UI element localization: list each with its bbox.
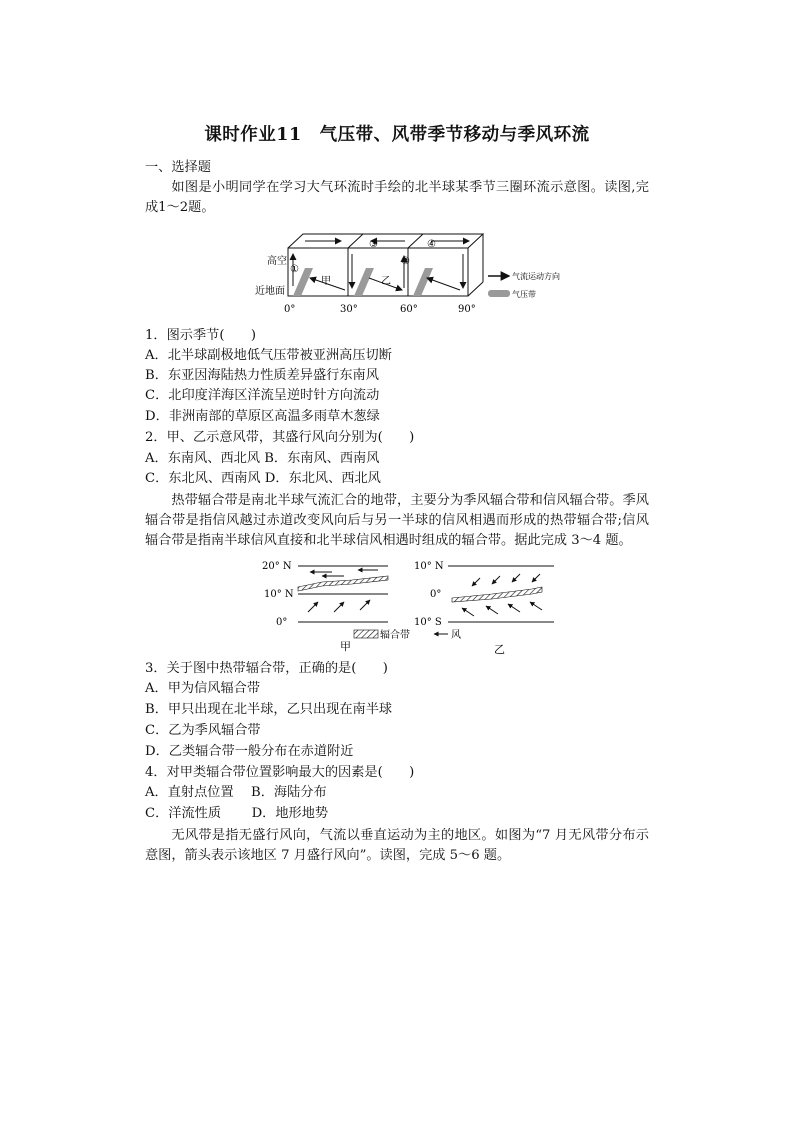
lat-10n-right: 10° N	[414, 561, 444, 572]
belt-label-yi: 乙	[381, 276, 391, 287]
lat-0-right: 0°	[430, 589, 442, 600]
q4-options-row-2: C．洋流性质 D．地形地势	[145, 806, 329, 821]
legend-convergence-zone: 辐合带	[380, 630, 410, 641]
figure-circulation	[255, 228, 565, 320]
q1-option-c: C．北印度洋海区洋流呈逆时针方向流动	[145, 388, 380, 403]
legend-airflow: 气流运动方向	[512, 272, 560, 281]
intro-paragraph-2: 热带辐合带是南北半球气流汇合的地带，主要分为季风辐合带和信风辐合带。季风辐合带是指信风越过赤道改变风向后与另一半球的信风相遇而形成的热带辐合带;信风辐合带是指南半球信风直接和北半球信风相遇时组成的辐合带。据此完成 3～4 题。	[145, 493, 649, 548]
cell-label-2: ②	[401, 256, 410, 267]
q2-options-row-1: A．东南风、西北风 B．东南风、西南风	[145, 451, 380, 466]
q3-option-d: D．乙类辐合带一般分布在赤道附近	[145, 744, 354, 759]
lat-20n-left: 20° N	[262, 561, 292, 572]
cell-label-3: ③	[369, 239, 378, 250]
question-2-stem: 2．甲、乙示意风带，其盛行风向分别为( )	[145, 430, 415, 445]
q4-options-row-1: A．直射点位置 B．海陆分布	[145, 785, 327, 800]
intro-paragraph-1: 如图是小明同学在学习大气环流时手绘的北半球某季节三圈环流示意图。读图,完成1～2题。	[145, 180, 649, 215]
question-3-stem: 3．关于图中热带辐合带，正确的是( )	[145, 661, 388, 676]
cell-label-4: ④	[427, 239, 436, 250]
q3-option-c: C．乙为季风辐合带	[145, 723, 261, 738]
q3-option-b: B．甲只出现在北半球，乙只出现在南半球	[145, 702, 393, 717]
label-near-surface: 近地面	[255, 286, 285, 297]
tick-0: 0°	[284, 304, 296, 315]
question-1-stem: 1．图示季节( )	[145, 328, 256, 343]
page-title: 课时作业11 气压带、风带季节移动与季风环流	[204, 125, 590, 145]
q1-option-d: D．非洲南部的草原区高温多雨草木葱绿	[145, 409, 380, 424]
q1-option-a: A．北半球副极地低气压带被亚洲高压切断	[145, 348, 392, 363]
tick-30: 30°	[340, 304, 358, 315]
label-high-altitude: 高空	[267, 256, 287, 267]
lat-0-left: 0°	[276, 617, 288, 628]
question-4-stem: 4．对甲类辐合带位置影响最大的因素是( )	[145, 765, 415, 780]
legend-wind: 风	[451, 630, 461, 641]
tick-60: 60°	[400, 304, 418, 315]
belt-label-jia: 甲	[321, 276, 331, 287]
q2-options-row-2: C．东北风、西南风 D．东北风、西北风	[145, 471, 381, 486]
figure-convergence-zones	[262, 556, 562, 656]
lat-10n-left: 10° N	[264, 589, 294, 600]
cell-label-1: ①	[290, 264, 299, 275]
intro-paragraph-3: 无风带是指无盛行风向，气流以垂直运动为主的地区。如图为“7 月无风带分布示意图，箭头表示该地区 7 月盛行风向”。读图，完成 5～6 题。	[145, 828, 649, 863]
panel-label-jia: 甲	[340, 640, 351, 653]
q3-option-a: A．甲为信风辐合带	[145, 681, 261, 696]
lat-10s-right: 10° S	[414, 617, 442, 628]
legend-pressure-belt: 气压带	[512, 290, 536, 299]
panel-label-yi: 乙	[494, 643, 505, 656]
tick-90: 90°	[458, 304, 476, 315]
q1-option-b: B．东亚因海陆热力性质差异盛行东南风	[145, 368, 379, 383]
section-heading: 一、选择题	[145, 160, 211, 175]
